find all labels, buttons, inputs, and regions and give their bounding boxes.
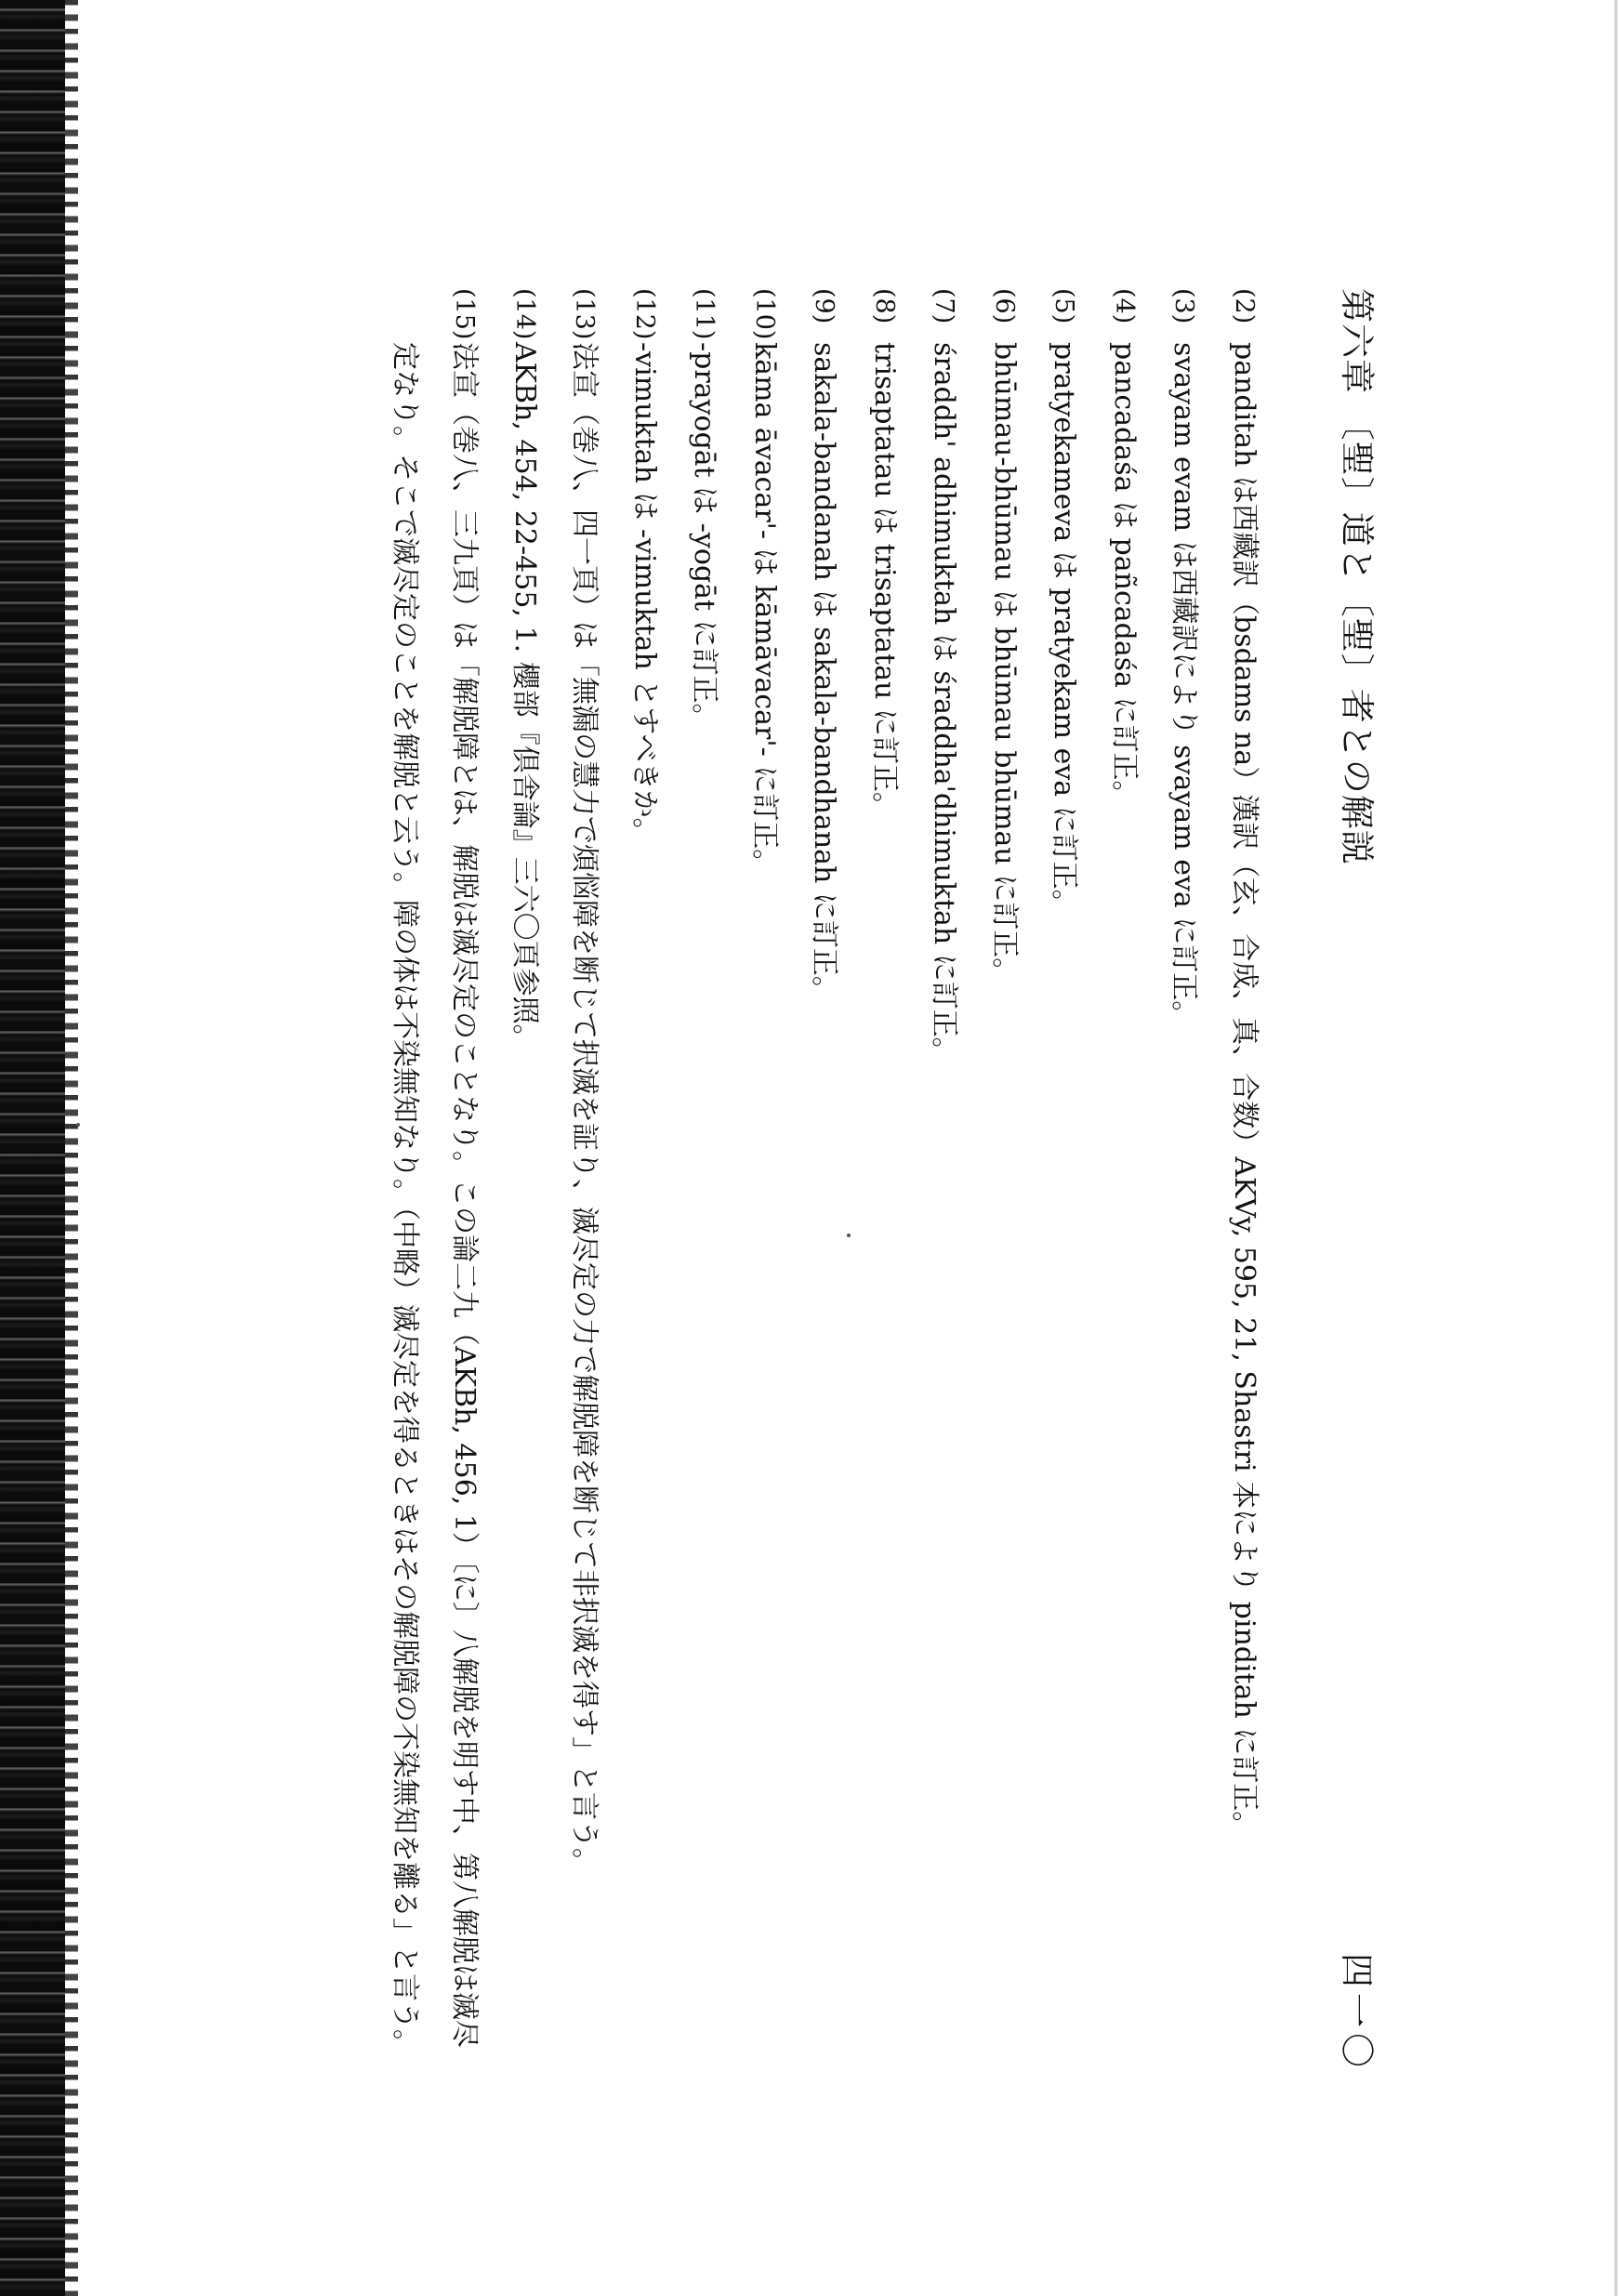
footnote-number: (6): [990, 288, 1019, 324]
footnote-number: (12): [630, 288, 659, 340]
footnote-text: pancadaśa は pañcadaśa に訂正。: [1108, 342, 1141, 809]
footnote: [375, 288, 495, 2073]
footnote-text: trisaptatau は trisaptatau に訂正。: [868, 342, 901, 820]
chapter-title: 第六章 〔聖〕道と〔聖〕者との解説: [1337, 288, 1377, 865]
footnote: [734, 288, 795, 2073]
footnote-number: (8): [870, 288, 899, 324]
footnote: [794, 288, 854, 2073]
footnote-number: (10): [750, 288, 779, 340]
footnote-number: (4): [1110, 288, 1139, 324]
footnote: [1214, 288, 1274, 2073]
footnote-text: pratyekameva は pratyekam eva に訂正。: [1048, 342, 1081, 917]
footnote-text: svayam evam は西藏訳により svayam eva に訂正。: [1168, 342, 1201, 1029]
footnote-text: -vimuktah は -vimuktah とすべきか。: [628, 342, 661, 846]
footnote-text: śraddh' adhimuktah は śraddha'dhimuktah に訂正。: [928, 342, 961, 1065]
footnotes-list: [375, 288, 1274, 2073]
footnote-text: -prayogāt は -yogāt に訂正。: [688, 342, 721, 732]
footnote: [614, 288, 675, 2073]
footnote: [1034, 288, 1094, 2073]
footnote-number: (15): [450, 288, 480, 340]
footnote-text: bhūmau-bhūmau は bhūmau bhūmau に訂正。: [988, 342, 1021, 986]
footnote-number: (14): [510, 288, 539, 340]
footnote-text: kāma āvacar'- は kāmāvacar'- に訂正。: [748, 342, 781, 877]
scan-speck: [76, 1123, 80, 1127]
footnote: [974, 288, 1035, 2073]
page-number: 四一〇: [1337, 1953, 1377, 2073]
footnote: [674, 288, 734, 2073]
footnote-number: (2): [1230, 288, 1259, 324]
footnote: [854, 288, 915, 2073]
footnote-number: (7): [930, 288, 959, 324]
footnote: [554, 288, 614, 2073]
footnote-text: sakala-bandanah は sakala-bandhanah に訂正。: [808, 342, 841, 1004]
footnote: [1154, 288, 1214, 2073]
footnote: [495, 288, 555, 2073]
footnote-number: (5): [1049, 288, 1079, 324]
footnote-number: (11): [690, 288, 719, 340]
footnote-number: (9): [810, 288, 839, 324]
footnote-number: (13): [570, 288, 600, 340]
footnote-text: AKBh, 454, 22-455, 1. 櫻部『倶舎論』三六〇頁参照。: [508, 342, 541, 1052]
footnote-text: 法宣（巻八、三九頁）は「解脱障とは、解脱は滅尽定のことなり。この論二九（AKBh, 456, 1）〔に〕八解脱を明す中、第八解脱は滅尽定なり。そこで滅尽定のことを解脱と云う。障の体は不染無知なり。（中略）滅尽定を得るときはその解脱障の不染無知を離る」と言う。: [389, 342, 482, 2057]
book-binding-edge: [0, 0, 65, 2296]
rotated-page: [316, 288, 1385, 2073]
footnote-text: panditah は西藏訳（bsdams na）漢訳（玄、合成、真、合数）AKVy, 595, 21, Shastri 本により pinditah に訂正。: [1228, 342, 1260, 1840]
page-right-edge: [1615, 0, 1617, 2296]
footnote-text: 法宣（巻八、四一頁）は「無漏の慧力で煩悩障を断じて択滅を証り、滅尽定の力で解脱障を断じて非択滅を得す」と言う。: [568, 342, 601, 1876]
page-header: [1329, 288, 1385, 2073]
footnote: [914, 288, 974, 2073]
binding-shadow: [65, 0, 78, 2296]
footnote-number: (3): [1169, 288, 1199, 324]
footnote: [1094, 288, 1155, 2073]
